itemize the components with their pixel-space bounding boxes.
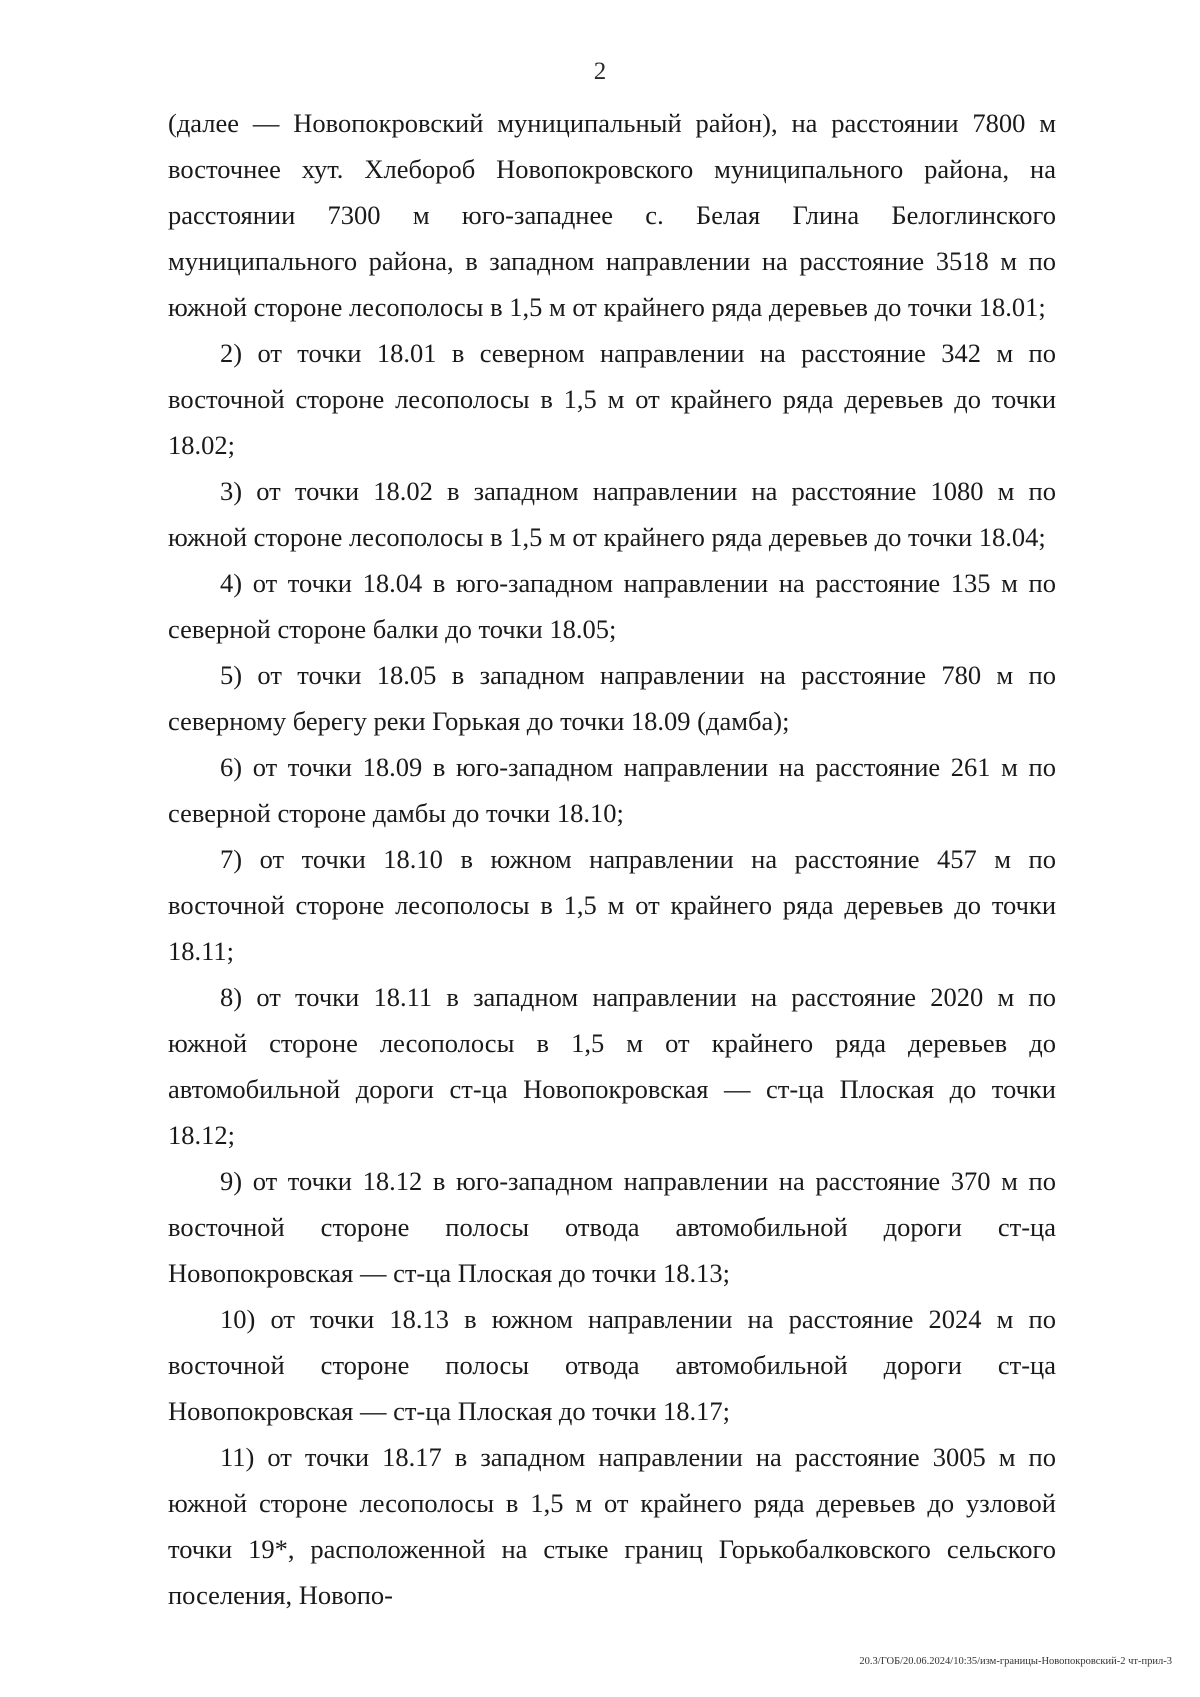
paragraph-item-8: 8) от точки 18.11 в западном направлении на расстояние 2020 м по южной стороне лесополосы в 1,5 м от крайнего ряда деревьев до автомобильной дороги ст-ца Новопокровская — ст-ца Плоская до точки 18.12; bbox=[168, 982, 1056, 1150]
paragraph-item-9: 9) от точки 18.12 в юго-западном направлении на расстояние 370 м по восточной стороне полосы отвода автомобильной дороги ст-ца Новопокровская — ст-ца Плоская до точки 18.13; bbox=[168, 1166, 1056, 1288]
paragraph-item-11: 11) от точки 18.17 в западном направлении на расстояние 3005 м по южной стороне лесополосы в 1,5 м от крайнего ряда деревьев до узловой точки 19*, расположенной на стыке границ Горькобалковского сельского поселения, Новопо- bbox=[168, 1442, 1056, 1610]
paragraph-item-6: 6) от точки 18.09 в юго-западном направлении на расстояние 261 м по северной стороне дамбы до точки 18.10; bbox=[168, 752, 1056, 828]
paragraph-item-4: 4) от точки 18.04 в юго-западном направлении на расстояние 135 м по северной стороне балки до точки 18.05; bbox=[168, 568, 1056, 644]
page-number: 2 bbox=[593, 58, 607, 85]
paragraph-item-2: 2) от точки 18.01 в северном направлении на расстояние 342 м по восточной стороне лесополосы в 1,5 м от крайнего ряда деревьев до точки 18.02; bbox=[168, 338, 1056, 460]
document-body bbox=[168, 100, 1056, 1618]
paragraph-item-3: 3) от точки 18.02 в западном направлении на расстояние 1080 м по южной стороне лесополосы в 1,5 м от крайнего ряда деревьев до точки 18.04; bbox=[168, 476, 1056, 552]
paragraph-item-5: 5) от точки 18.05 в западном направлении на расстояние 780 м по северному берегу реки Горькая до точки 18.09 (дамба); bbox=[168, 660, 1056, 736]
paragraph-item-10: 10) от точки 18.13 в южном направлении на расстояние 2024 м по восточной стороне полосы отвода автомобильной дороги ст-ца Новопокровская — ст-ца Плоская до точки 18.17; bbox=[168, 1304, 1056, 1426]
paragraph-item-7: 7) от точки 18.10 в южном направлении на расстояние 457 м по восточной стороне лесополосы в 1,5 м от крайнего ряда деревьев до точки 18.11; bbox=[168, 844, 1056, 966]
paragraph-intro: (далее — Новопокровский муниципальный район), на расстоянии 7800 м восточнее хут. Хлебороб Новопокровского муниципального района, на расстоянии 7300 м юго-западнее с. Белая Глина Белоглинского муниципального района, в западном направлении на расстояние 3518 м по южной стороне лесополосы в 1,5 м от крайнего ряда деревьев до точки 18.01; bbox=[168, 108, 1056, 322]
document-footer-code: 20.3/ГОБ/20.06.2024/10:35/изм-границы-Новопокровский-2 чт-прил-3 bbox=[859, 1656, 1172, 1667]
